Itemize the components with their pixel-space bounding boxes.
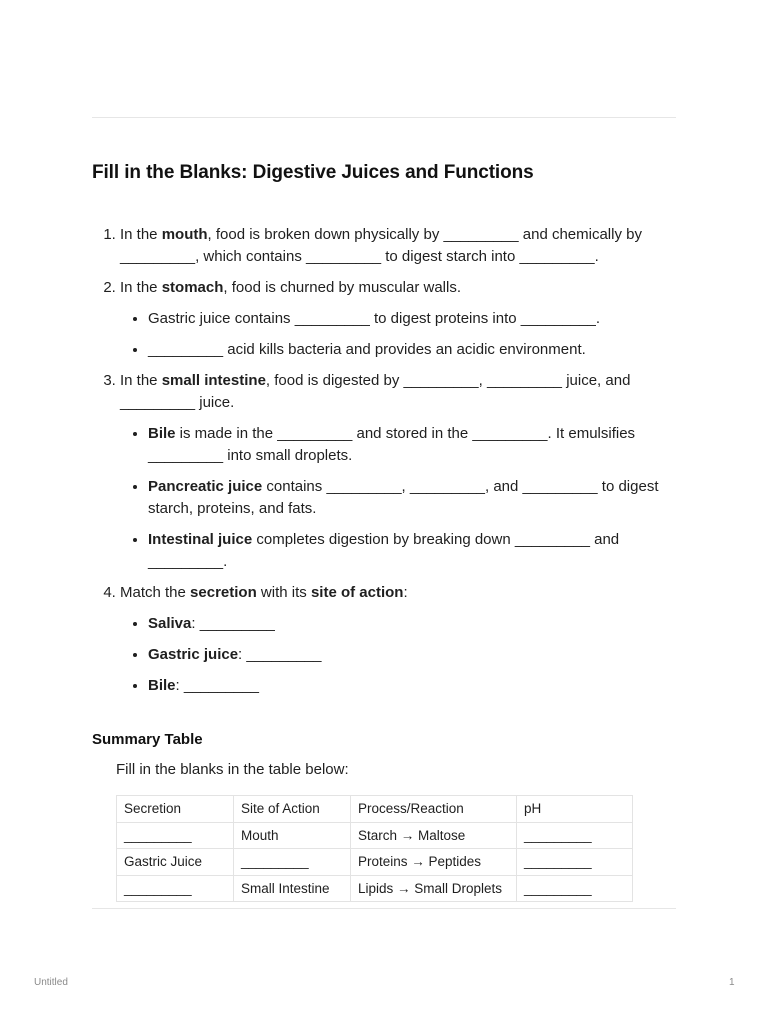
blank: _________ bbox=[520, 310, 596, 327]
footer-page-number: 1 bbox=[729, 977, 735, 988]
list-item: • Intestinal juice completes digestion by breaking down _________ and _________. bbox=[148, 529, 676, 573]
question-3: 3. In the small intestine, food is digested by _________, _________ juice, and _________ juice. • Bile is made in the _________ and stored in the _________. It emulsifies _________ into small droplets. • Pancreatic juice contains _________, _________, and _________ to digest starch, proteins, and fats. • Intestinal juice completes digestion by breaking down _________ and _________. bbox=[120, 370, 676, 573]
blank: _________ bbox=[472, 425, 548, 442]
table-cell: Mouth bbox=[234, 822, 351, 849]
table-header-cell: pH bbox=[517, 796, 633, 823]
blank: _________ bbox=[148, 553, 224, 570]
table-header-row bbox=[117, 796, 633, 823]
table-cell: _________ bbox=[117, 822, 234, 849]
blank: _________ bbox=[409, 478, 485, 495]
bottom-divider bbox=[92, 908, 676, 909]
table-cell: Gastric Juice bbox=[117, 849, 234, 876]
table-header-cell: Site of Action bbox=[234, 796, 351, 823]
question-list bbox=[92, 224, 676, 697]
table-cell: _________ bbox=[517, 849, 633, 876]
table-cell: Proteins → Peptides bbox=[351, 849, 517, 876]
blank: _________ bbox=[519, 248, 595, 265]
list-item: • Saliva: _________ bbox=[148, 613, 676, 635]
list-item: • Pancreatic juice contains _________, _________, and _________ to digest starch, proteins, and fats. bbox=[148, 476, 676, 520]
question-2: 2. In the stomach, food is churned by muscular walls. • Gastric juice contains _________ to digest proteins into _________. • _________ acid kills bacteria and provides an acidic environment. bbox=[120, 277, 676, 361]
top-divider bbox=[92, 117, 676, 118]
list-item: • Bile: _________ bbox=[148, 675, 676, 697]
table-header-cell: Process/Reaction bbox=[351, 796, 517, 823]
table-cell: Lipids → Small Droplets bbox=[351, 875, 517, 902]
blank: _________ bbox=[294, 310, 370, 327]
table-row bbox=[117, 875, 633, 902]
blank: _________ bbox=[120, 394, 196, 411]
table-cell: _________ bbox=[234, 849, 351, 876]
question-3-subitems bbox=[120, 423, 676, 573]
table-cell: _________ bbox=[517, 822, 633, 849]
blank: _________ bbox=[486, 372, 563, 389]
list-item: • _________ acid kills bacteria and provides an acidic environment. bbox=[148, 339, 676, 361]
blank: _________ bbox=[148, 447, 224, 464]
summary-table bbox=[116, 795, 633, 902]
table-cell: Starch → Maltose bbox=[351, 822, 517, 849]
table-cell: _________ bbox=[117, 875, 234, 902]
footer-document-name: Untitled bbox=[34, 977, 68, 988]
summary-intro: Fill in the blanks in the table below: bbox=[116, 761, 349, 778]
blank: _________ bbox=[199, 615, 275, 632]
list-item: • Gastric juice contains _________ to digest proteins into _________. bbox=[148, 308, 676, 330]
blank: _________ bbox=[148, 341, 224, 358]
summary-heading: Summary Table bbox=[92, 731, 203, 748]
blank: _________ bbox=[326, 478, 402, 495]
blank: _________ bbox=[277, 425, 353, 442]
questions-section bbox=[92, 224, 676, 706]
blank: _________ bbox=[246, 646, 322, 663]
list-item: • Gastric juice: _________ bbox=[148, 644, 676, 666]
list-item: • Bile is made in the _________ and stored in the _________. It emulsifies _________ into small droplets. bbox=[148, 423, 676, 467]
table-row bbox=[117, 822, 633, 849]
question-4-subitems bbox=[120, 613, 676, 697]
question-4: 4. Match the secretion with its site of action: • Saliva: _________ • Gastric juice: _________ • Bile: _________ bbox=[120, 582, 676, 697]
page-title: Fill in the Blanks: Digestive Juices and Functions bbox=[92, 162, 534, 183]
table-cell: Small Intestine bbox=[234, 875, 351, 902]
table-header-cell: Secretion bbox=[117, 796, 234, 823]
question-2-subitems bbox=[120, 308, 676, 361]
blank: _________ bbox=[305, 248, 382, 265]
table-row bbox=[117, 849, 633, 876]
blank: _________ bbox=[403, 372, 479, 389]
blank: _________ bbox=[120, 248, 196, 265]
blank: _________ bbox=[443, 226, 519, 243]
blank: _________ bbox=[183, 677, 259, 694]
blank: _________ bbox=[514, 531, 590, 548]
table-cell: _________ bbox=[517, 875, 633, 902]
blank: _________ bbox=[522, 478, 598, 495]
question-1: 1. In the mouth, food is broken down physically by _________ and chemically by _________, which contains _________ to digest starch into _________. bbox=[120, 224, 676, 268]
